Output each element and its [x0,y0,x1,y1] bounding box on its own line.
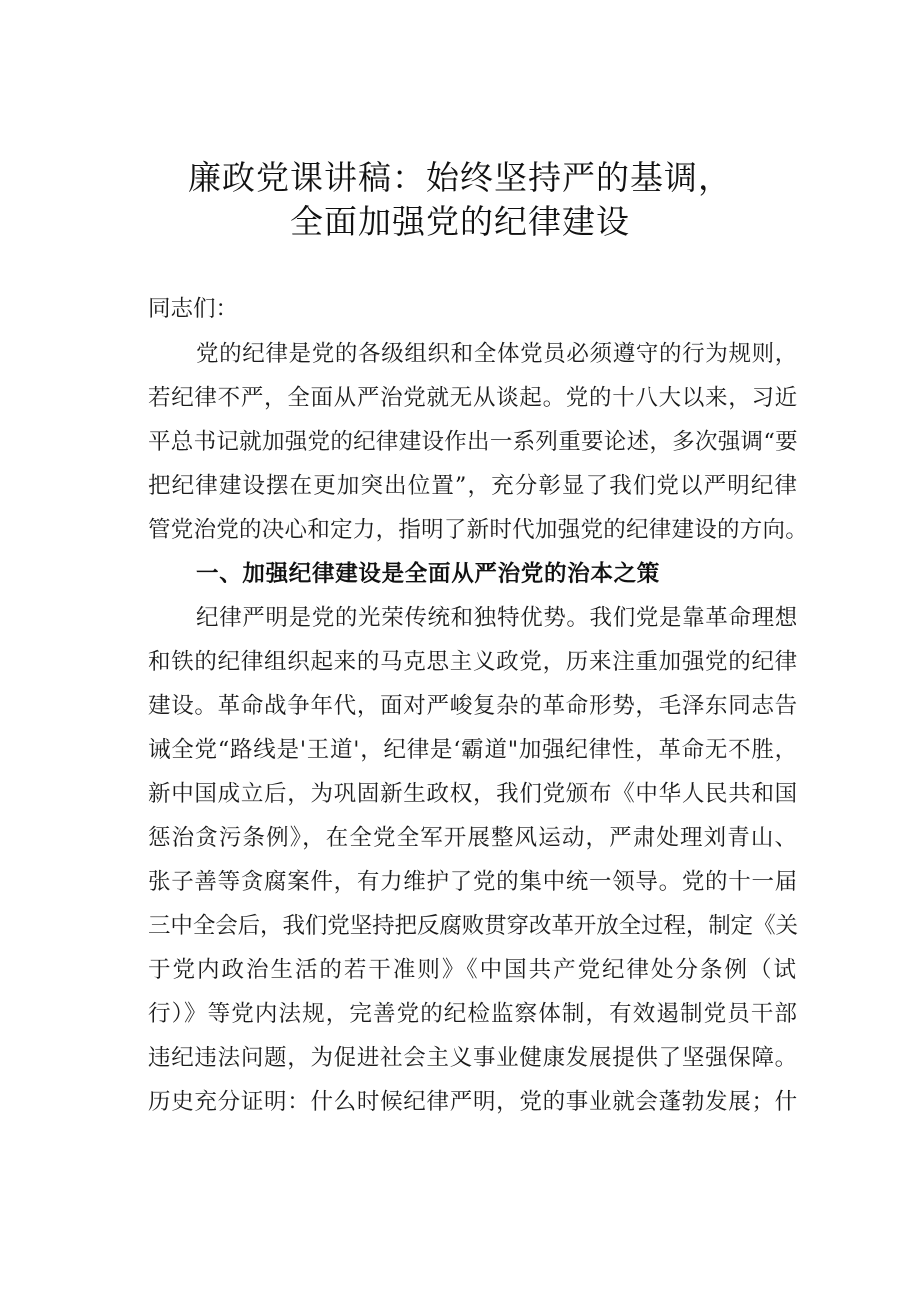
body-line: 于党内政治生活的若干准则》《中国共产党纪律处分条例（试 [148,957,798,983]
body-line: 行）》等党内法规，完善党的纪检监察体制，有效遏制党员干部 [148,1001,799,1027]
body-line: 诫全党“路线是'王道'，纪律是‘霸道"加强纪律性，革命无不胜， [148,737,798,763]
intro-line: 党的纪律是党的各级组织和全体党员必须遵守的行为规则， [196,341,798,367]
section-heading: 一、加强纪律建设是全面从严治党的治本之策 [196,561,661,587]
intro-line: 若纪律不严，全面从严治党就无从谈起。党的十八大以来，习近 [148,385,798,411]
salutation: 同志们： [148,296,239,322]
body-line: 历史充分证明：什么时候纪律严明，党的事业就会蓬勃发展；什 [148,1089,798,1115]
body-line: 三中全会后，我们党坚持把反腐败贯穿改革开放全过程，制定《关 [148,913,798,939]
document-title-line-1: 廉政党课讲稿：始终坚持严的基调， [188,158,732,197]
intro-line: 平总书记就加强党的纪律建设作出一系列重要论述，多次强调“要 [148,429,798,455]
body-line: 张子善等贪腐案件，有力维护了党的集中统一领导。党的十一届 [148,869,798,895]
body-line: 和铁的纪律组织起来的马克思主义政党，历来注重加强党的纪律 [148,649,798,675]
body-line: 纪律严明是党的光荣传统和独特优势。我们党是靠革命理想 [196,605,798,631]
intro-line: 管党治党的决心和定力，指明了新时代加强党的纪律建设的方向。 [148,517,809,543]
body-line: 建设。革命战争年代，面对严峻复杂的革命形势，毛泽东同志告 [148,693,798,719]
intro-line: 把纪律建设摆在更加突出位置”，充分彰显了我们党以严明纪律 [148,473,799,499]
body-line: 惩治贪污条例》，在全党全军开展整风运动，严肃处理刘青山、 [148,825,799,851]
body-line: 新中国成立后，为巩固新生政权，我们党颁布《中华人民共和国 [148,781,798,807]
body-line: 违纪违法问题，为促进社会主义事业健康发展提供了坚强保障。 [148,1045,798,1071]
document-title-line-2: 全面加强党的纪律建设 [290,202,630,241]
